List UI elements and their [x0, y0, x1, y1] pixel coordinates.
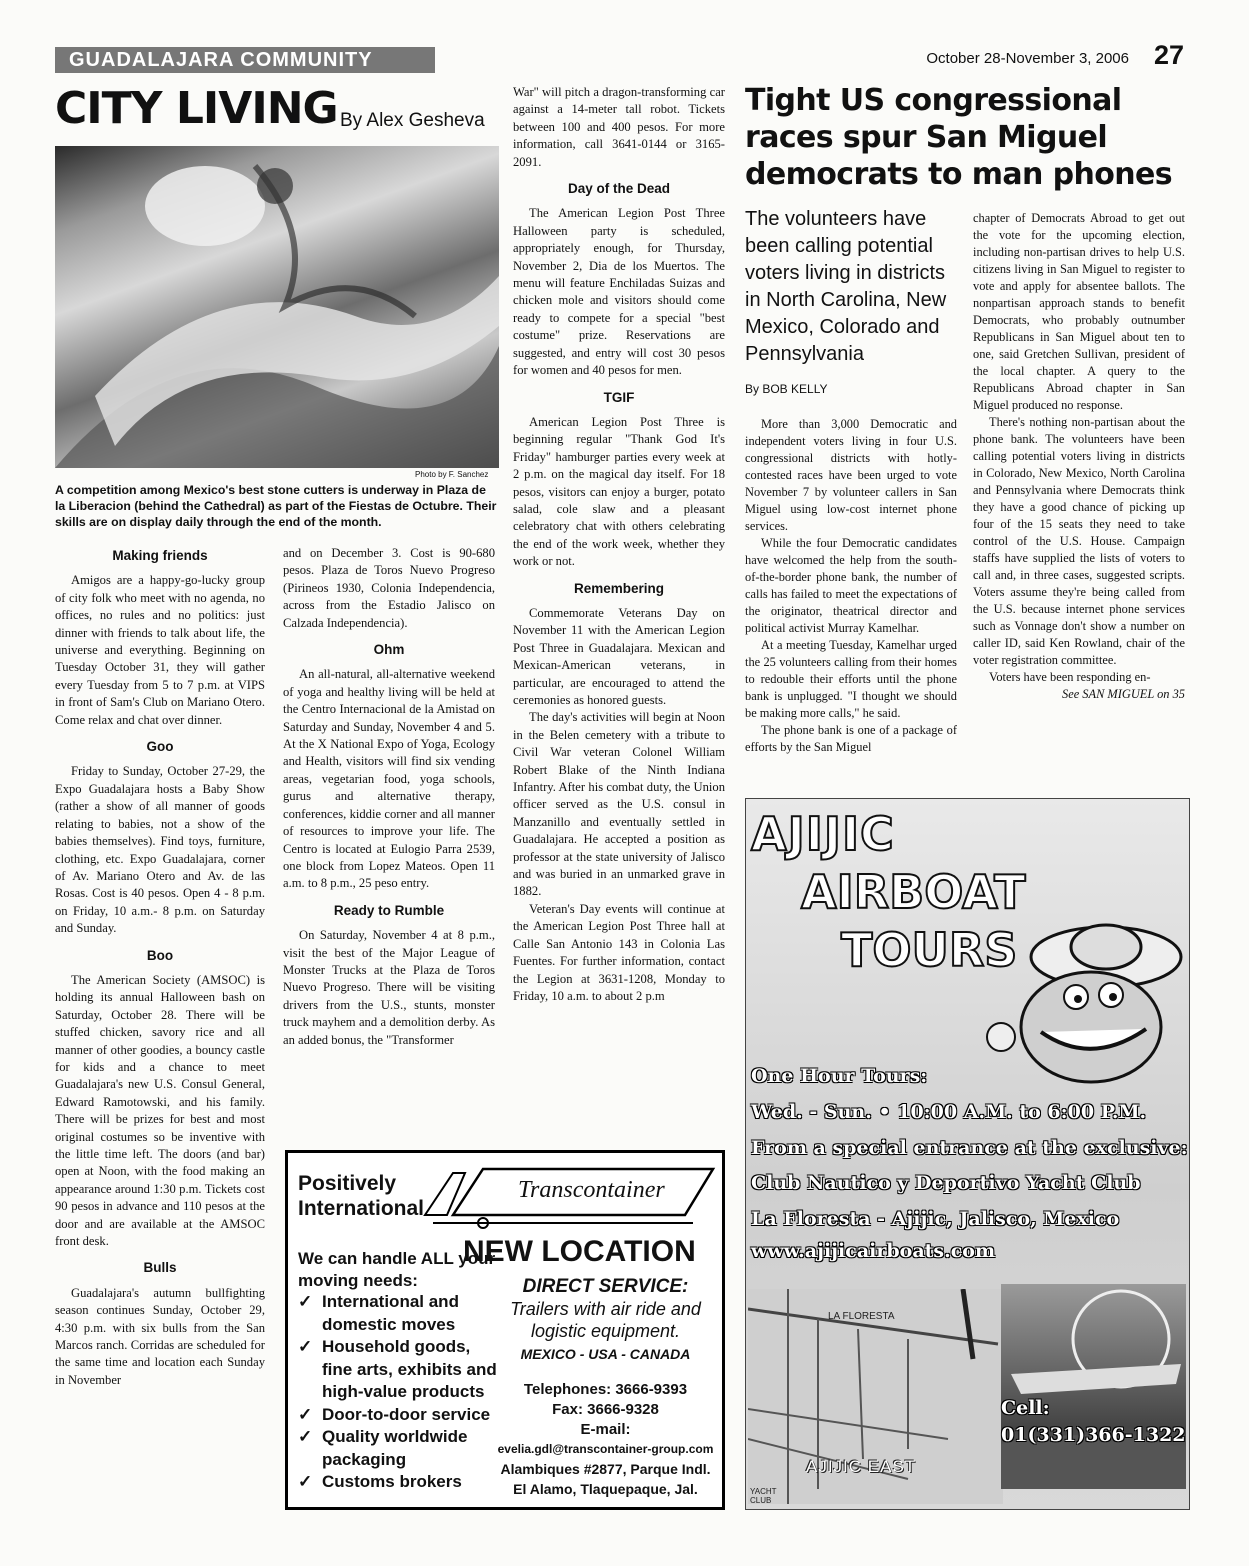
goo-heading: Goo: [146, 739, 174, 755]
remembering-p1: Commemorate Veterans Day on November 11 with the American Legion Post Three in Guadalajara. Mexican and Mexican-American veterans, in particular, are encouraged to attend the ceremonies as honored guests.: [513, 605, 725, 707]
service-item: ✓ Quality worldwide packaging: [298, 1427, 468, 1469]
check-icon: ✓: [298, 1472, 313, 1491]
transcontainer-ad: [285, 1150, 725, 1510]
main-col1-p2: While the four Democratic candidates have welcomed the help from the south-of-the-border phone bank, the number of calls has failed to meet the expectations of the originator, theatrical director and political activist Murray Kamelhar.: [745, 536, 957, 635]
email-address: evelia.gdl@transcontainer-group.com: [497, 1442, 714, 1456]
ad-title-2: AIRBOAT: [801, 865, 1026, 919]
services-list: [298, 1291, 498, 1494]
remembering-p3: Veteran's Day events will continue at the American Legion Post Three hall at Calle San Antonio 143 in Colonia Las Fuentes. For further information, contact the Legion at 3631-1208, Monday to Friday, 10 a.m. to about 2 p.m: [513, 901, 725, 1003]
making-friends-body: Amigos are a happy-go-lucky group of city folk who meet with no agenda, no offices, no rules and no politics: just dinner with friends to talk about life, the universe and everything. Beginning on Tuesday October 31, they will gather every Tuesday from 5 to 7 p.m. at VIPS in front of Sam's Club on Mariano Otero. Come relax and chat over dinner.: [55, 573, 265, 727]
map-label-floresta: LA FLORESTA: [828, 1311, 895, 1322]
city-living-col-2: [283, 545, 495, 1049]
airboat-photo: [1001, 1284, 1186, 1489]
stone-cutter-photo: [55, 146, 499, 468]
main-story-col-1: [745, 416, 957, 756]
main-col1-p4: The phone bank is one of a package of efforts by the San Miguel: [745, 723, 957, 754]
email-label: E-mail:: [580, 1421, 631, 1438]
day-of-dead-body: The American Legion Post Three Halloween party is scheduled, appropriately enough, for Thursday, November 2, Dia de los Muertos. The menu will feature Enchiladas Suizas and chicken mole and visitors should come ready to compete for a special "best costume" prize. Reservations are suggested, and entry will cost 30 pesos for women and 40 pesos for men.: [513, 206, 725, 378]
photo-caption: A competition among Mexico's best stone cutters is underway in Plaza de la Liberacion (behind the Cathedral) as part of the Fiestas de Octubre. Their skills are on display daily through the end of the month.: [55, 483, 497, 529]
main-deck: The volunteers have been calling potential voters living in districts in North Carolina, New Mexico, Colorado and Pennsylvania: [745, 208, 947, 365]
fax: Fax: 3666-9328: [552, 1401, 659, 1418]
alligator-mascot-illustration: [971, 917, 1190, 1087]
ajijic-airboat-ad: [745, 798, 1190, 1510]
truck-logo: [423, 1163, 723, 1231]
city-living-col-3: [513, 84, 725, 1005]
rumble-continued: War" will pitch a dragon-transforming car against a 14-meter tall robot. Tickets between 100 and 400 pesos. For more information, call 3641-0144 or 3165-2091.: [513, 85, 725, 169]
bulls-heading: Bulls: [143, 1260, 177, 1276]
boo-heading: Boo: [146, 947, 174, 963]
club-location: La Floresta - Ajijic, Jalisco, Mexico: [751, 1208, 1120, 1230]
check-icon: ✓: [298, 1404, 313, 1424]
city-living-title: CITY LIVING: [55, 83, 338, 134]
bulls-body: Guadalajara's autumn bullfighting season continues Sunday, October 29, 4:30 p.m. with six bulls from the San Marcos ranch. Corridas are scheduled for the same time and location each Sunday in November: [55, 1285, 265, 1387]
handle-text: We can handle ALL your moving needs:: [298, 1249, 496, 1290]
main-headline: Tight US congressional races spur San Miguel democrats to man phones: [745, 83, 1173, 192]
transcontainer-contact: [493, 1276, 718, 1499]
day-of-dead-heading: Day of the Dead: [567, 181, 671, 197]
ohm-body: An all-natural, all-alternative weekend of yoga and healthy living will be held at the Centro Internacional de la Amistad on Saturday and Sunday, November 4 and 5. At the X National Expo of Yoga, Ecology and Health, visitors will find six vending areas, vegetarian food, yoga schools, gurus and alternative therapy, conferences, kiddie corner and all manner of resources to improve your life. The Centro is located at Eulogio Parra 2539, one block from Lopez Mateos. Open 11 a.m. to 8 p.m., 25 peso entry.: [283, 667, 495, 891]
main-col1-p1: More than 3,000 Democratic and independent voters living in four U.S. congressional districts with hotly-contested races have been urged to vote November 7 by volunteer callers in San Miguel using low-cost internet phone services.: [745, 417, 957, 533]
address-line-1: Alambiques #2877, Parque Indl.: [500, 1461, 711, 1477]
section-banner: GUADALAJARA COMMUNITY: [55, 47, 435, 73]
bulls-continued: and on December 3. Cost is 90-680 pesos. Plaza de Toros Nuevo Progreso (Pirineos 1930, Colonia Independencia, across from the Estadio Jalisco on Calzada Independencia).: [283, 546, 495, 630]
special-entrance: From a special entrance at the exclusive:: [751, 1137, 1188, 1159]
tgif-body: American Legion Post Three is beginning regular "Thank God It's Friday" hamburger parties every week at 2 p.m. on the magical day itself. For 18 pesos, visitors can enjoy a burger, potato salad, cole slaw and a pleasant celebratory chat with others celebrating the end of the work week, whether they work or not.: [513, 414, 725, 569]
rumble-heading: Ready to Rumble: [333, 902, 445, 918]
tgif-heading: TGIF: [603, 389, 635, 405]
cell-contact: [1001, 1395, 1186, 1449]
rumble-body: On Saturday, November 4 at 8 p.m., visit the best of the Major League of Monster Trucks at the Plaza de Toros Nuevo Progreso. There will be visiting drivers from the U.S., stunts, monster truck mayhem and a demolition derby. As an added bonus, the "Transformer: [283, 928, 495, 1047]
direct-service: DIRECT SERVICE:: [522, 1276, 689, 1297]
page-number: 27: [1153, 40, 1184, 70]
making-friends-heading: Making friends: [112, 548, 208, 563]
main-col2-p1: chapter of Democrats Abroad to get out the vote for the upcoming election, including non-partisan drives to help U.S. citizens living in San Miguel to register to vote and apply for absentee ballots. The nonpartisan approach stands to benefit Democrats, who probably outnumber Republicans in San Miguel about ten to one, said Gretchen Sullivan, president of the local chapter. A query to the Republicans Abroad chapter in San Miguel produced no response.: [973, 211, 1185, 412]
jump-line: See SAN MIGUEL on 35: [1062, 687, 1185, 701]
map-label-yacht-club: YACHT CLUB: [750, 1487, 777, 1505]
goo-body: Friday to Sunday, October 27-29, the Expo Guadalajara hosts a Baby Show (rather a show of all manner of goods relating to babies, not a show of the babies themselves). Find toys, furniture, clothing, etc. Expo Guadalajara, corner of Av. Mariano Otero and Av. de las Rosas. Cost is 40 pesos. Open 4 - 8 p.m. on Friday, 10 a.m.- 8 p.m. on Saturday and Sunday.: [55, 764, 265, 936]
cell-number: 01(331)366-1322: [1001, 1424, 1186, 1446]
trailers-text: Trailers with air ride and logistic equipment.: [510, 1299, 701, 1341]
map-label-ajijic-east: AJIJIC EAST: [806, 1457, 917, 1476]
check-icon: ✓: [298, 1427, 313, 1446]
service-item: ✓ Household goods, fine arts, exhibits and high-value products: [298, 1337, 497, 1401]
boo-body: The American Society (AMSOC) is holding its annual Halloween bash on Saturday, October 28. There will be stuffed chicken, savory rice and all manner of other goodies, a bouncy castle for kids and a chance to meet Guadalajara's new U.S. Consul General, Edward Ramotowski, and his family. There will be prizes for best and most original costumes so be inventive with the little time left. The doors (and bar) open at Noon, with the food making an appearance around 1:30 p.m. Tickets cost 90 pesos in advance and 110 pesos at the door and are available at the AMSOC front desk.: [55, 972, 265, 1249]
main-byline: By BOB KELLY: [745, 382, 828, 396]
main-col2-p2: There's nothing non-partisan about the phone bank. The volunteers have been calling potential voters living in districts in Colorado, New Mexico, North Carolina and Pennsylvania where Democrats think they have a good chance of picking up four of the 15 seats they need to take control of the U.S. House. Campaign staffs have supplied the lists of voters to call and, in three cases, suggested scripts. Voters assume they're being called from the U.S. because internet phone services such as Vonnage don't show a number on caller ID, said Ken Rowland, chair of the voter registration committee.: [973, 415, 1185, 667]
yacht-club-name: Club Nautico y Deportivo Yacht Club: [751, 1172, 1141, 1194]
check-icon: ✓: [298, 1337, 313, 1356]
countries: MEXICO - USA - CANADA: [520, 1346, 691, 1362]
city-living-byline: By Alex Gesheva: [340, 110, 485, 131]
website: www.ajijicairboats.com: [751, 1240, 996, 1262]
telephones: Telephones: 3666-9393: [523, 1381, 688, 1398]
ohm-heading: Ohm: [373, 642, 405, 658]
remembering-heading: Remembering: [573, 580, 665, 596]
main-story-col-2: [973, 210, 1185, 703]
issue-date: October 28-November 3, 2006: [926, 50, 1129, 67]
ad-title-3: TOURS: [841, 923, 1018, 977]
photo-credit: Photo by F. Sanchez: [415, 470, 489, 479]
cell-label: Cell:: [1001, 1397, 1050, 1419]
city-living-col-1: [55, 538, 265, 1389]
service-item: ✓ International and domestic moves: [298, 1292, 459, 1334]
ad-title-1: AJIJIC: [751, 807, 895, 861]
one-hour-tours: One Hour Tours:: [751, 1065, 928, 1087]
main-col1-p3: At a meeting Tuesday, Kamelhar urged the 25 volunteers calling from their homes to redouble their efforts until the phone bank is unplugged. "I thought we should be making more calls," he said.: [745, 638, 957, 720]
remembering-p2: The day's activities will begin at Noon in the Belen cemetery with a tribute to Civil War veteran Colonel William Robert Blake of the Ninth Indiana Infantry. After his combat duty, the Union officer served as the U.S. consul in Manzanillo and eventually settled in Guadalajara. He accepted a position as professor at the state university of Jalisco and was buried in an unmarked grave in 1882.: [513, 710, 725, 899]
new-location: NEW LOCATION: [463, 1235, 696, 1268]
company-name: Positively International: [298, 1172, 425, 1220]
service-item: ✓ Customs brokers: [298, 1471, 498, 1494]
tour-hours: Wed. - Sun. • 10:00 A.M. to 6:00 P.M.: [751, 1101, 1147, 1123]
address-line-2: El Alamo, Tlaquepaque, Jal.: [513, 1481, 698, 1497]
check-icon: ✓: [298, 1292, 313, 1311]
main-col2-p3: Voters have been responding en-: [989, 670, 1151, 684]
transcontainer-logo-text: Transcontainer: [518, 1177, 665, 1203]
service-item: ✓ Door-to-door service: [298, 1404, 498, 1427]
